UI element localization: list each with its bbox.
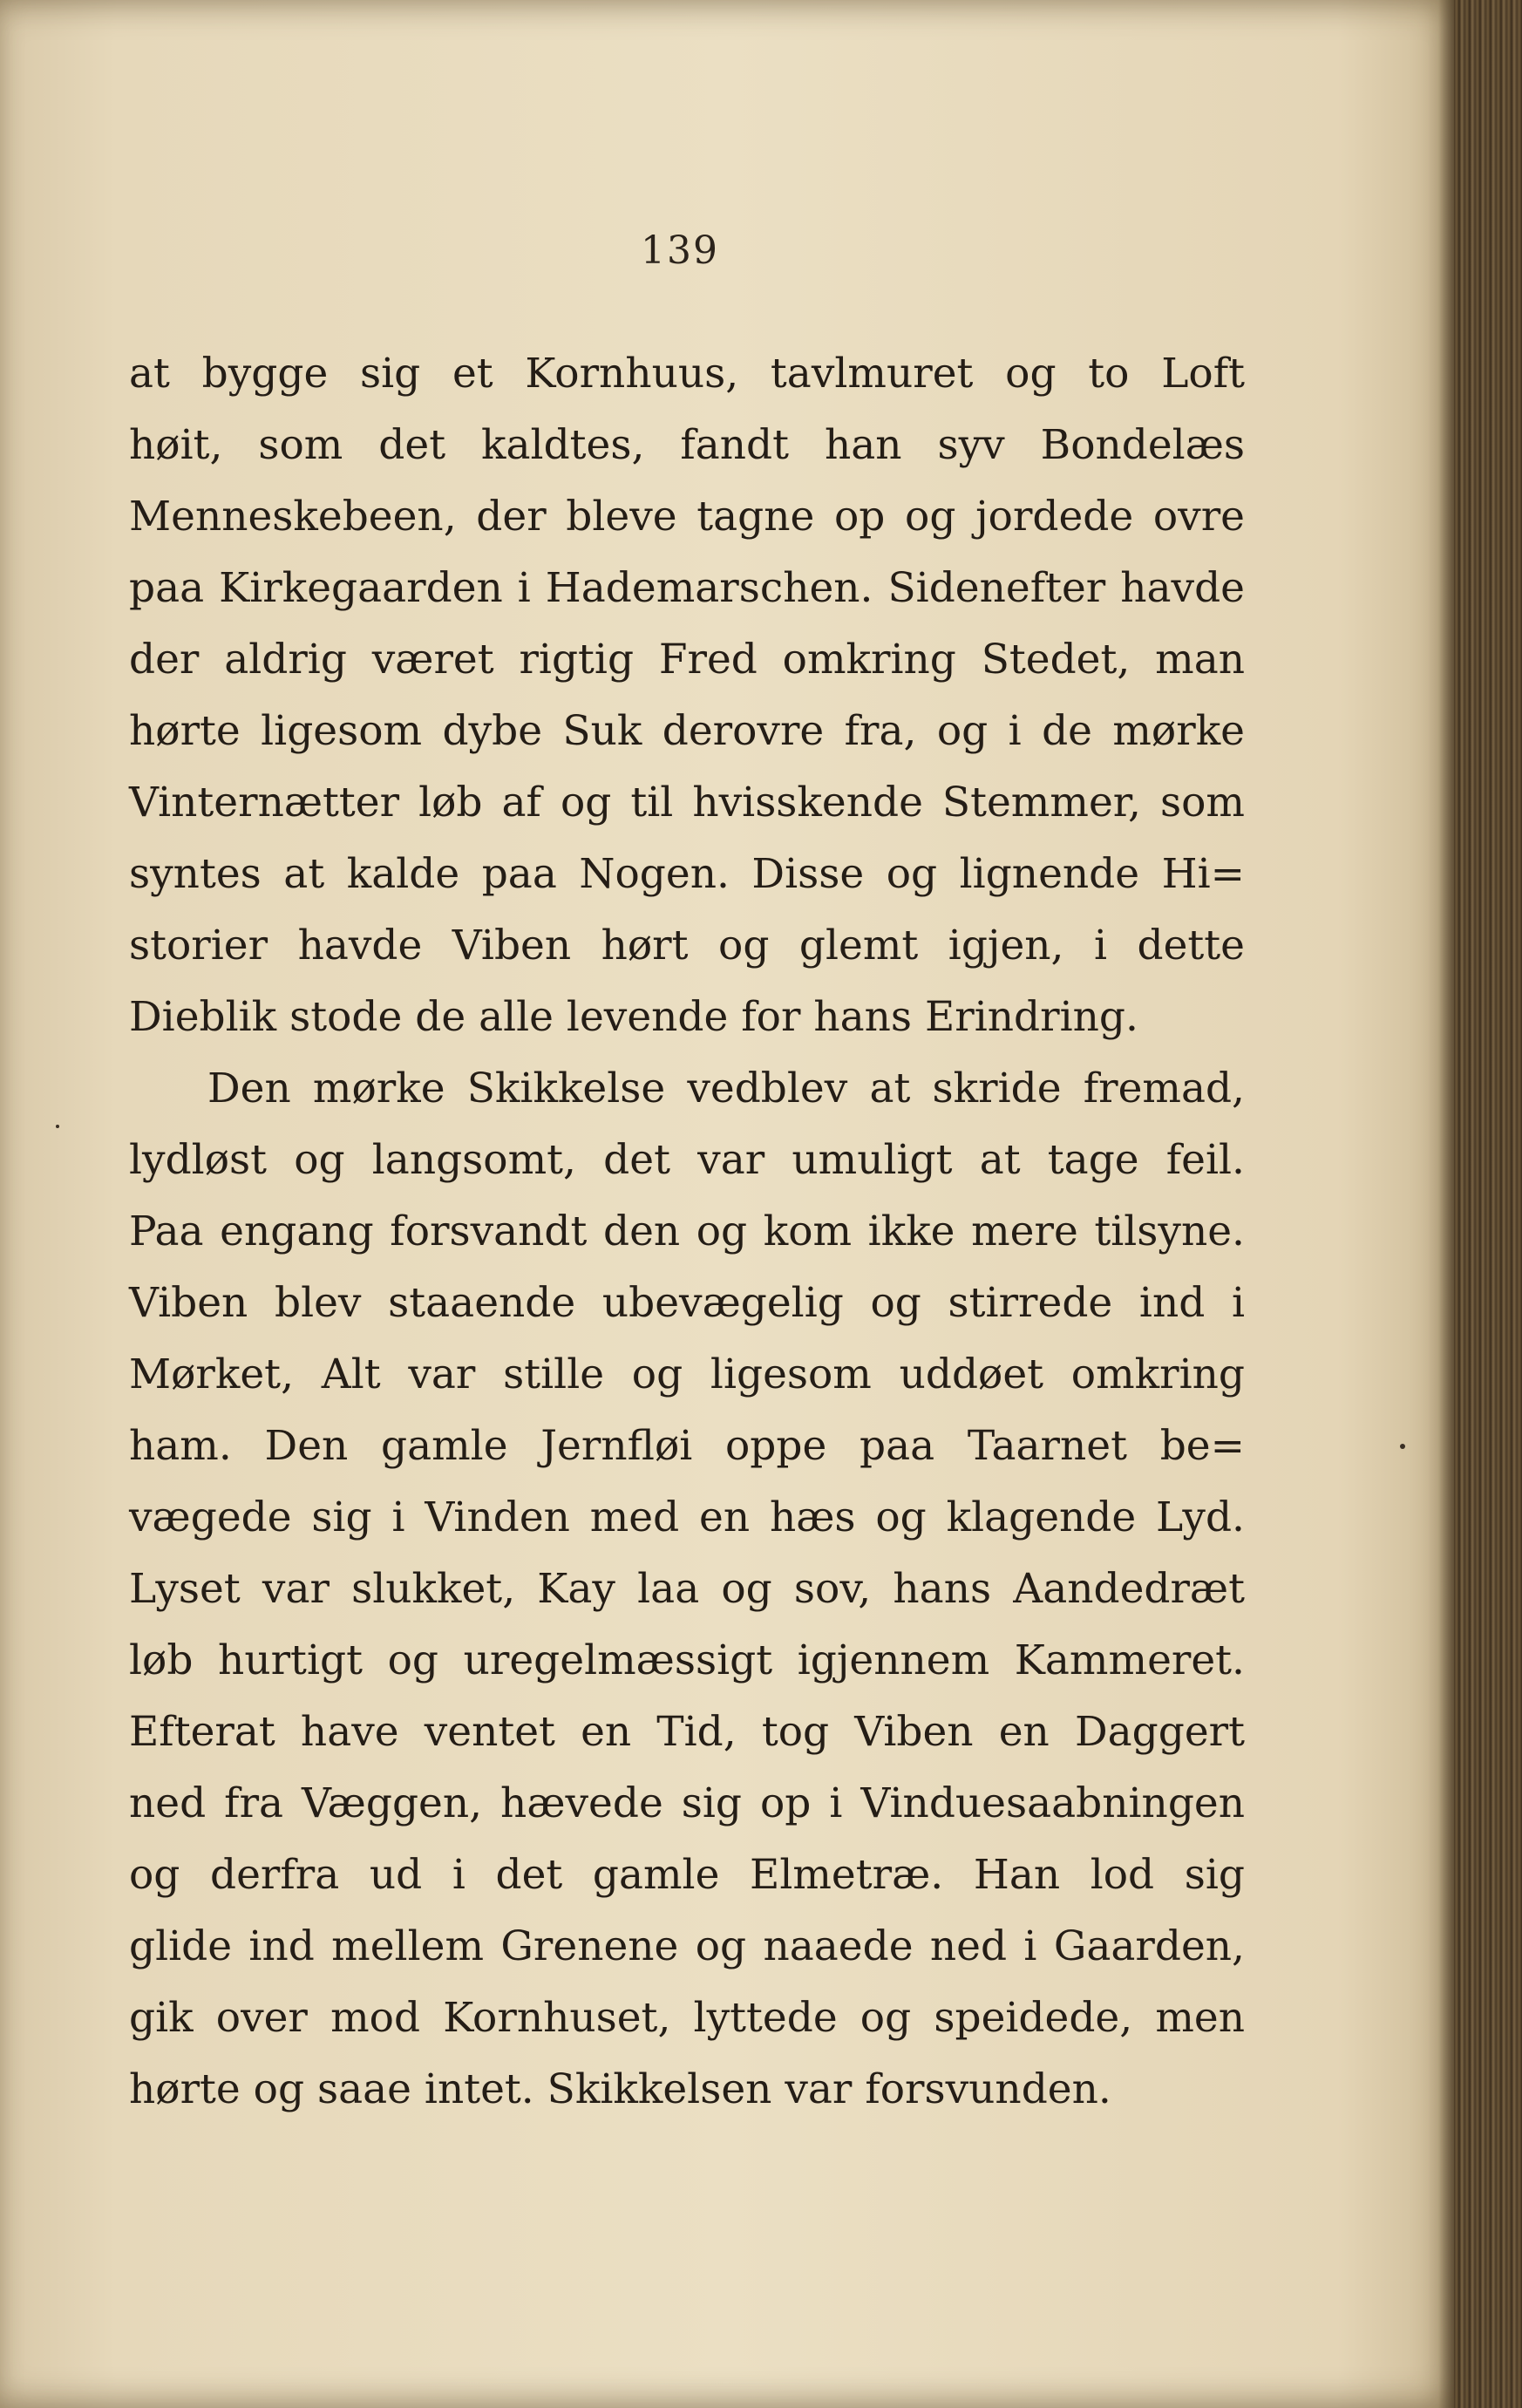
text-line: der aldrig været rigtig Fred omkring Stedet, man	[129, 636, 1245, 684]
text-line: hørte ligesom dybe Suk derovre fra, og i de mørke	[129, 707, 1245, 755]
text-line: Dieblik stode de alle levende for hans Erindring.	[129, 993, 1138, 1041]
text-line: Den mørke Skikkelse vedblev at skride fremad,	[207, 1065, 1245, 1112]
text-line: paa Kirkegaarden i Hademarschen. Sidenefter havde	[129, 564, 1245, 612]
gutter-shadow	[1438, 0, 1456, 2408]
text-line: Lyset var slukket, Kay laa og sov, hans Aandedræt	[129, 1565, 1245, 1613]
page-number: 139	[641, 228, 719, 273]
text-line: syntes at kalde paa Nogen. Disse og lignende Hi=	[129, 850, 1245, 898]
text-line: at bygge sig et Kornhuus, tavlmuret og to Loft	[129, 350, 1245, 398]
text-line: høit, som det kaldtes, fandt han syv Bondelæs	[129, 421, 1245, 469]
paper-speck	[56, 1125, 59, 1128]
text-line: Efterat have ventet en Tid, tog Viben en Daggert	[129, 1708, 1245, 1756]
text-line: ned fra Væggen, hævede sig op i Vinduesaabningen	[129, 1779, 1245, 1827]
text-line: hørte og saae intet. Skikkelsen var forsvunden.	[129, 2065, 1111, 2113]
book-spine-edge	[1454, 0, 1522, 2408]
text-line: Viben blev staaende ubevægelig og stirrede ind i	[129, 1279, 1245, 1327]
text-line: glide ind mellem Grenene og naaede ned i Gaarden,	[129, 1922, 1245, 1970]
body-text	[129, 338, 1245, 2126]
text-line: Vinternætter løb af og til hvisskende Stemmer, som	[129, 779, 1245, 826]
text-line: storier havde Viben hørt og glemt igjen, i dette	[129, 922, 1245, 969]
paper-speck	[1400, 1444, 1405, 1449]
text-line: Mørket, Alt var stille og ligesom uddøet omkring	[129, 1350, 1245, 1398]
text-line: gik over mod Kornhuset, lyttede og speidede, men	[129, 1994, 1245, 2042]
text-line: lydløst og langsomt, det var umuligt at tage feil.	[129, 1136, 1245, 1184]
text-line: ham. Den gamle Jernfløi oppe paa Taarnet be=	[129, 1422, 1245, 1470]
text-line: Menneskebeen, der bleve tagne op og jordede ovre	[129, 493, 1245, 541]
text-line: Paa engang forsvandt den og kom ikke mere tilsyne.	[129, 1207, 1245, 1255]
text-line: løb hurtigt og uregelmæssigt igjennem Kammeret.	[129, 1636, 1245, 1684]
text-line: vægede sig i Vinden med en hæs og klagende Lyd.	[129, 1493, 1245, 1541]
text-line: og derfra ud i det gamle Elmetræ. Han lod sig	[129, 1851, 1245, 1899]
